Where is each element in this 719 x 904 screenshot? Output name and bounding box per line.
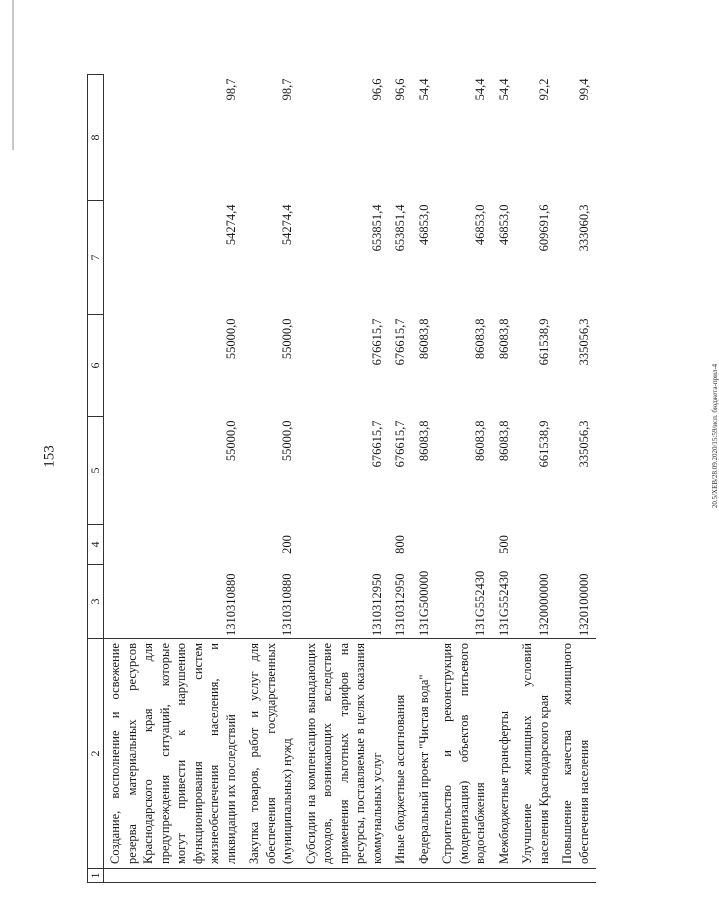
row-value-7: 653851,4 — [369, 204, 384, 252]
row-expense-type — [436, 525, 493, 565]
row-code: 1310312950 — [369, 573, 384, 636]
row-code: 131G552430 — [496, 570, 511, 636]
row-value-7: 54274,4 — [223, 204, 238, 246]
row-value-8: 98,7 — [280, 78, 294, 101]
table-row — [556, 75, 596, 883]
row-value-5: 86083,8 — [473, 420, 487, 462]
row-value-6: 55000,0 — [280, 318, 294, 360]
row-value-8: 54,4 — [496, 78, 511, 101]
row-code: 1310310880 — [223, 573, 238, 636]
row-value-8: 92,2 — [536, 78, 551, 101]
row-number-cell — [104, 869, 244, 883]
row-description: Иные бюджетные ассигнования — [389, 639, 413, 869]
row-value-8: 54,4 — [473, 78, 487, 101]
row-value-7: 54274,4 — [280, 204, 294, 246]
row-value-6: 676615,7 — [369, 318, 384, 366]
row-value-7: 653851,4 — [393, 204, 407, 252]
row-value-6: 86083,8 — [473, 318, 487, 360]
row-expense-type — [104, 525, 244, 565]
column-header: 6 — [88, 315, 104, 417]
row-value-5: 676615,7 — [369, 420, 384, 468]
row-expense-type — [516, 525, 556, 565]
column-header: 1 — [88, 869, 104, 883]
row-description: Федеральный проект "Чистая вода" — [413, 639, 437, 869]
budget-table-rotated — [87, 75, 591, 883]
row-number-cell — [389, 869, 413, 883]
row-number-cell — [493, 869, 517, 883]
row-expense-type: 200 — [280, 535, 294, 554]
column-header: 8 — [88, 75, 104, 201]
row-value-7: 609691,6 — [536, 204, 551, 252]
row-value-8: 96,6 — [369, 78, 384, 101]
row-value-7: 46853,0 — [416, 204, 431, 246]
row-value-5: 55000,0 — [280, 420, 294, 462]
page-number: 153 — [41, 445, 58, 468]
row-value-8: 99,4 — [576, 78, 591, 101]
row-value-6: 86083,8 — [496, 318, 511, 360]
row-number-cell — [243, 869, 300, 883]
row-value-8: 96,6 — [393, 78, 407, 101]
row-description: Повышение качества жилищного обеспечения населения — [556, 639, 596, 869]
row-value-6: 86083,8 — [416, 318, 431, 360]
row-number-cell — [436, 869, 493, 883]
column-header: 2 — [88, 639, 104, 869]
row-value-5: 55000,0 — [223, 420, 238, 462]
column-header: 3 — [88, 565, 104, 639]
row-value-5: 86083,8 — [416, 420, 431, 462]
row-description: Закупка товаров, работ и услуг для обеспечения государственных (муниципальных) нужд — [243, 639, 300, 869]
table-row — [516, 75, 556, 883]
row-value-5: 335056,3 — [576, 420, 591, 468]
footer-code: 20.5/XEB/28.09.2020/15:59/исп. бюджета-прил-4 — [711, 363, 719, 509]
row-value-7: 46853,0 — [473, 204, 487, 246]
row-code: 131G500000 — [416, 570, 431, 636]
table-row — [413, 75, 437, 883]
row-expense-type: 500 — [496, 535, 511, 554]
column-header: 7 — [88, 201, 104, 315]
table-row — [243, 75, 300, 883]
row-code: 1310312950 — [393, 573, 407, 636]
row-value-8: 98,7 — [223, 78, 238, 101]
row-expense-type: 800 — [393, 535, 407, 554]
row-value-6: 676615,7 — [393, 318, 407, 366]
row-description: Строительство и реконструкция (модернизация) объектов питьевого водоснабжения — [436, 639, 493, 869]
row-value-6: 55000,0 — [223, 318, 238, 360]
table-row — [104, 75, 244, 883]
row-description: Улучшение жилищных условий населения Краснодарского края — [516, 639, 556, 869]
row-number-cell — [516, 869, 556, 883]
row-code: 1320000000 — [536, 573, 551, 636]
table-row — [436, 75, 493, 883]
row-value-6: 661538,9 — [536, 318, 551, 366]
budget-table — [87, 74, 596, 883]
row-value-7: 46853,0 — [496, 204, 511, 246]
column-header: 4 — [88, 525, 104, 565]
row-value-6: 335056,3 — [576, 318, 591, 366]
table-row — [493, 75, 517, 883]
row-number-cell — [413, 869, 437, 883]
row-code: 1320100000 — [576, 573, 591, 636]
row-description: Создание, восполнение и освежение резерва материальных ресурсов Краснодарского края для предупреждения ситуаций, которые могут привести к нарушению функционирования систем жизнеобеспечения населения, и ликвидации их последствий — [104, 639, 244, 869]
row-expense-type — [300, 525, 390, 565]
column-header: 5 — [88, 417, 104, 525]
row-value-8: 54,4 — [416, 78, 431, 101]
row-description: Межбюджетные трансферты — [493, 639, 517, 869]
table-row — [300, 75, 390, 883]
row-value-5: 661538,9 — [536, 420, 551, 468]
row-code: 131G552430 — [473, 570, 487, 636]
row-description: Субсидии на компенсацию выпадающих доходов, возникающих вследствие применения льготных тарифов на ресурсы, поставляемые в целях оказания коммунальных услуг — [300, 639, 390, 869]
scan-edge-line — [12, 0, 14, 150]
row-value-5: 86083,8 — [496, 420, 511, 462]
row-code: 1310310880 — [280, 573, 294, 636]
row-value-7: 333060,3 — [576, 204, 591, 252]
table-row — [389, 75, 413, 883]
row-number-cell — [556, 869, 596, 883]
row-number-cell — [300, 869, 390, 883]
row-expense-type — [556, 525, 596, 565]
table-header-row — [88, 75, 104, 883]
row-value-5: 676615,7 — [393, 420, 407, 468]
row-expense-type — [413, 525, 437, 565]
